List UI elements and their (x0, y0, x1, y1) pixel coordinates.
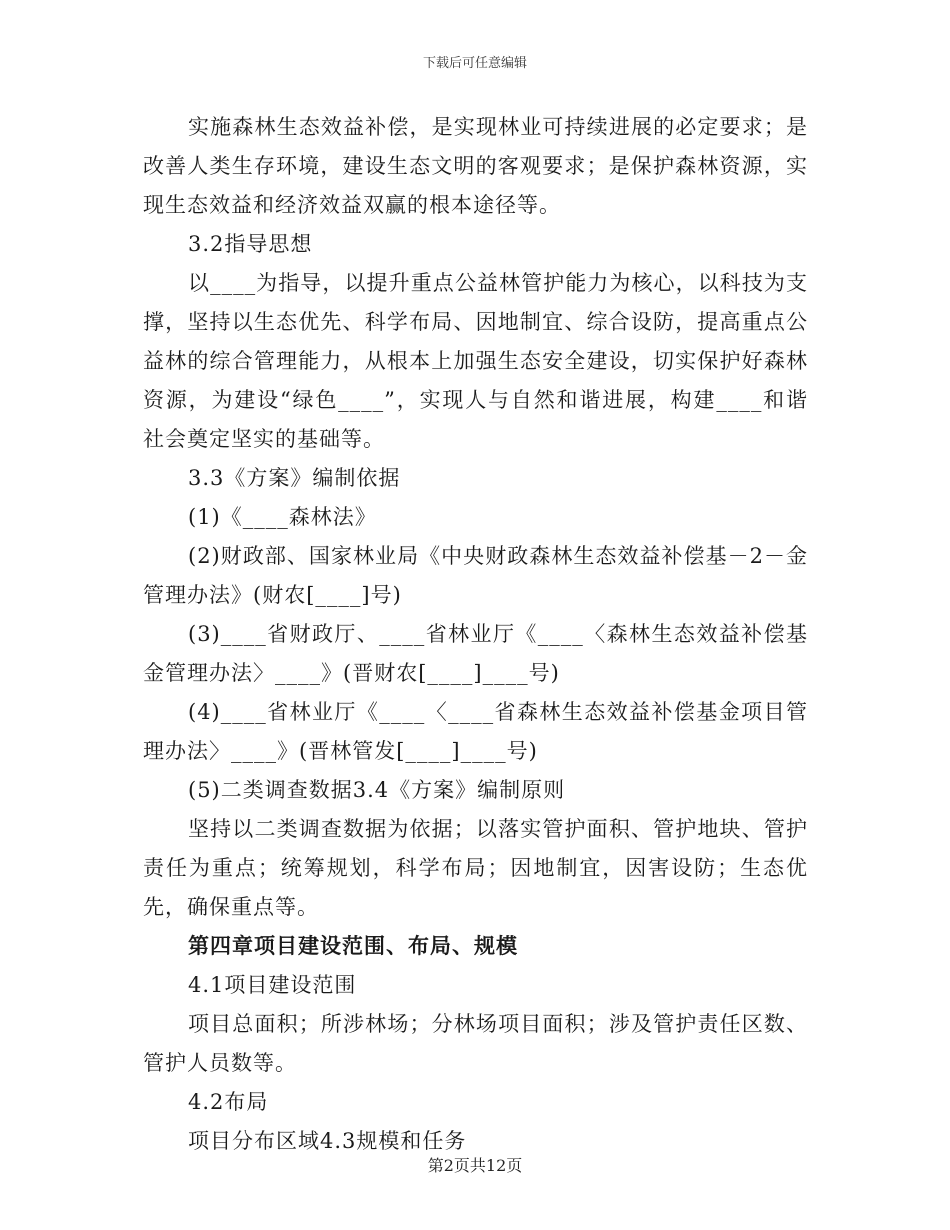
paragraph-layout: 项目分布区域4.3规模和任务 (188, 1129, 467, 1153)
section-heading-3-2: 3.2指导思想 (188, 232, 313, 256)
page-number: 第2页共12页 (427, 1156, 523, 1175)
section-heading-4-2: 4.2布局 (188, 1090, 269, 1114)
document-body (143, 108, 808, 1161)
paragraph-scope: 项目总面积；所涉林场；分林场项目面积；涉及管护责任区数、管护人员数等。 (143, 1012, 808, 1075)
basis-item-4: (4)____省林业厅《____〈____省森林生态效益补偿基金项目管理办法〉____》(晋林管发[____]____号) (143, 700, 808, 763)
paragraph-principles: 坚持以二类调查数据为依据；以落实管护面积、管护地块、管护责任为重点；统筹规划，科学布局；因地制宜，因害设防；生态优先，确保重点等。 (143, 817, 808, 919)
paragraph-guiding-thought: 以____为指导，以提升重点公益林管护能力为核心，以科技为支撑，坚持以生态优先、科学布局、因地制宜、综合设防，提高重点公益林的综合管理能力，从根本上加强生态安全建设，切实保护好森林资源，为建设“绿色____”，实现人与自然和谐进展，构建____和谐社会奠定坚实的基础等。 (143, 271, 808, 451)
basis-item-5: (5)二类调查数据3.4《方案》编制原则 (188, 778, 566, 802)
page-header-note: 下载后可任意编辑 (422, 56, 527, 71)
section-heading-4-1: 4.1项目建设范围 (188, 973, 357, 997)
section-heading-3-3: 3.3《方案》编制依据 (188, 466, 401, 490)
basis-item-1: (1)《____森林法》 (188, 505, 377, 529)
paragraph-intro: 实施森林生态效益补偿，是实现林业可持续进展的必定要求；是改善人类生存环境，建设生态文明的客观要求；是保护森林资源，实现生态效益和经济效益双赢的根本途径等。 (143, 115, 808, 217)
basis-item-2: (2)财政部、国家林业局《中央财政森林生态效益补偿基－2－金管理办法》(财农[____]号) (143, 544, 808, 607)
chapter-heading-4: 第四章项目建设范围、布局、规模 (188, 934, 518, 958)
basis-item-3: (3)____省财政厅、____省林业厅《____〈森林生态效益补偿基金管理办法〉____》(晋财农[____]____号) (143, 622, 808, 685)
